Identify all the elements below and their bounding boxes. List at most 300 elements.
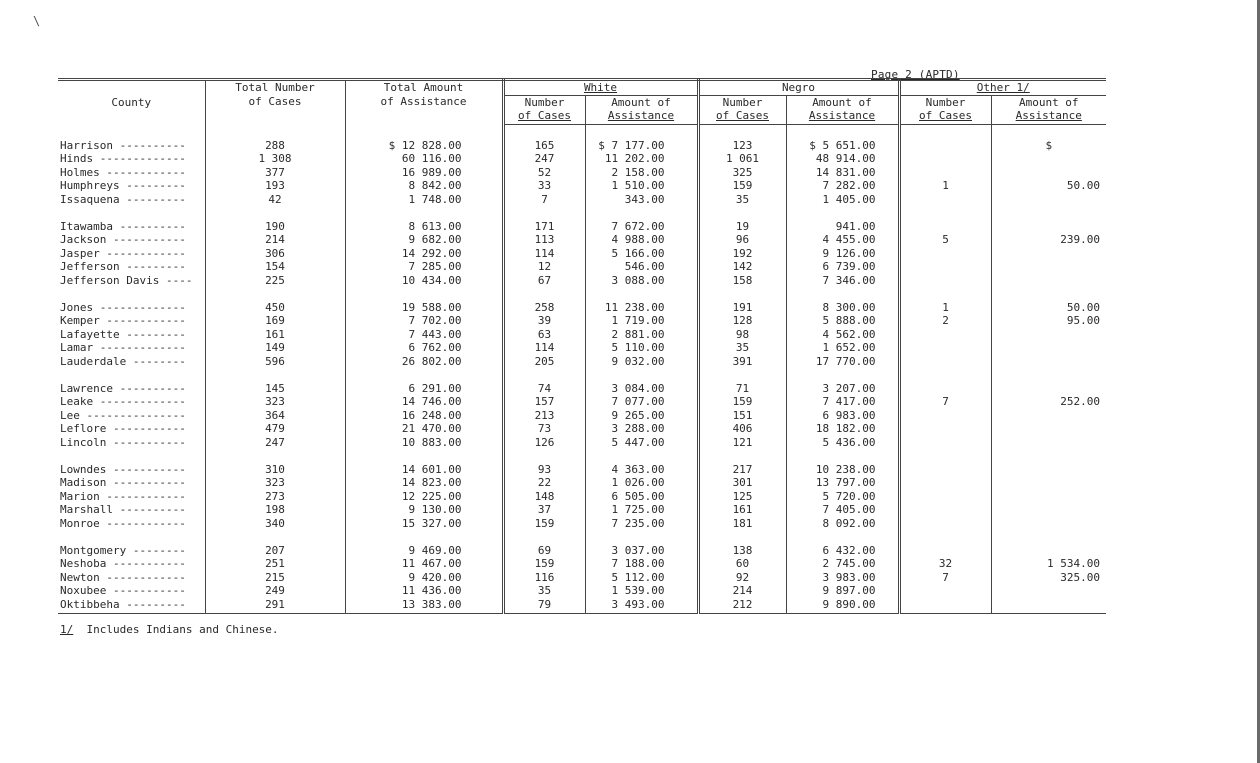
table-body	[58, 124, 1106, 614]
table-row	[58, 544, 1106, 558]
negro-amount: 5 888.00	[786, 314, 899, 328]
other-amount: 325.00	[1060, 570, 1101, 584]
negro-amount: 3 207.00	[786, 382, 899, 396]
county-name: Jefferson ---------	[58, 260, 205, 274]
white-amount: 9 032.00	[585, 355, 698, 369]
county-name: Lowndes -----------	[58, 463, 205, 477]
white-cases: 93	[503, 463, 585, 477]
white-amount: 5 112.00	[585, 571, 698, 585]
other-amount	[991, 328, 1106, 342]
table-row	[58, 274, 1106, 288]
other-cases	[899, 328, 991, 342]
county-name: Issaquena ---------	[58, 193, 205, 207]
white-amount: 4 988.00	[585, 233, 698, 247]
white-cases: 52	[503, 166, 585, 180]
county-name: Lee ---------------	[58, 409, 205, 423]
total-amount: 7 443.00	[345, 328, 503, 342]
total-cases: 377	[205, 166, 345, 180]
other-amount	[991, 355, 1106, 369]
other-amount: 239.00	[1060, 233, 1101, 246]
negro-cases: 151	[698, 409, 786, 423]
other-cases: 2	[899, 314, 991, 328]
table-row	[58, 247, 1106, 261]
negro-amount: 10 238.00	[786, 463, 899, 477]
total-cases: 193	[205, 179, 345, 193]
negro-cases: 181	[698, 517, 786, 531]
white-cases: 126	[503, 436, 585, 450]
county-name: Leflore -----------	[58, 422, 205, 436]
negro-cases: 325	[698, 166, 786, 180]
page-label: Page 2 (APTD)	[871, 68, 960, 81]
other-amount: 252.00	[1060, 395, 1101, 408]
other-amount: 95.00	[1066, 314, 1101, 327]
header-negro-amount: Amount of Assistance	[786, 95, 899, 123]
negro-amount: 14 831.00	[786, 166, 899, 180]
header-negro-number: Number of Cases	[698, 95, 786, 123]
footnote-mark: 1/	[60, 623, 74, 636]
negro-amount: 48 914.00	[786, 152, 899, 166]
negro-cases: 96	[698, 233, 786, 247]
white-amount: 546.00	[585, 260, 698, 274]
white-cases: 113	[503, 233, 585, 247]
white-cases: 114	[503, 247, 585, 261]
total-amount: $ 12 828.00	[345, 139, 503, 153]
total-cases: 225	[205, 274, 345, 288]
negro-cases: 391	[698, 355, 786, 369]
white-amount: 1 026.00	[585, 476, 698, 490]
negro-cases: 60	[698, 557, 786, 571]
other-cases	[899, 260, 991, 274]
negro-cases: 406	[698, 422, 786, 436]
header-total-cases: Total Number of Cases	[205, 80, 345, 125]
other-amount	[991, 544, 1106, 558]
white-cases: 7	[503, 193, 585, 207]
white-cases: 157	[503, 395, 585, 409]
white-cases: 165	[503, 139, 585, 153]
other-cases	[899, 436, 991, 450]
total-amount: 14 823.00	[345, 476, 503, 490]
table-row	[58, 395, 1106, 409]
total-amount: 26 802.00	[345, 355, 503, 369]
total-amount: 6 291.00	[345, 382, 503, 396]
negro-amount: 5 720.00	[786, 490, 899, 504]
table-row	[58, 139, 1106, 153]
county-name: Marshall ----------	[58, 503, 205, 517]
negro-cases: 125	[698, 490, 786, 504]
other-cases: 7	[899, 571, 991, 585]
negro-cases: 92	[698, 571, 786, 585]
table-row	[58, 260, 1106, 274]
other-cases	[899, 490, 991, 504]
total-cases: 273	[205, 490, 345, 504]
table-row	[58, 584, 1106, 598]
other-cases	[899, 584, 991, 598]
other-cases	[899, 341, 991, 355]
negro-cases: 192	[698, 247, 786, 261]
county-name: Lawrence ----------	[58, 382, 205, 396]
county-name: Jones -------------	[58, 301, 205, 315]
total-cases: 190	[205, 220, 345, 234]
county-name: Noxubee -----------	[58, 584, 205, 598]
other-amount	[991, 436, 1106, 450]
negro-cases: 98	[698, 328, 786, 342]
total-amount: 9 420.00	[345, 571, 503, 585]
county-name: Neshoba -----------	[58, 557, 205, 571]
county-name: Leake -------------	[58, 395, 205, 409]
other-cases	[899, 476, 991, 490]
header-other-number: Number of Cases	[899, 95, 991, 123]
white-amount: 11 202.00	[585, 152, 698, 166]
white-cases: 171	[503, 220, 585, 234]
county-name: Jefferson Davis ----	[58, 274, 205, 288]
total-amount: 16 989.00	[345, 166, 503, 180]
negro-amount: 7 282.00	[786, 179, 899, 193]
total-amount: 8 842.00	[345, 179, 503, 193]
other-amount	[991, 463, 1106, 477]
county-name: Montgomery --------	[58, 544, 205, 558]
white-amount: 5 447.00	[585, 436, 698, 450]
total-amount: 7 285.00	[345, 260, 503, 274]
other-cases	[899, 220, 991, 234]
total-amount: 9 682.00	[345, 233, 503, 247]
total-cases: 154	[205, 260, 345, 274]
other-cases	[899, 355, 991, 369]
negro-cases: 71	[698, 382, 786, 396]
table-row	[58, 152, 1106, 166]
other-cases: 32	[899, 557, 991, 571]
table-row	[58, 341, 1106, 355]
white-amount: 3 088.00	[585, 274, 698, 288]
other-amount	[991, 166, 1106, 180]
county-name: Lafayette ---------	[58, 328, 205, 342]
total-cases: 249	[205, 584, 345, 598]
total-cases: 323	[205, 476, 345, 490]
negro-cases: 301	[698, 476, 786, 490]
total-amount: 9 130.00	[345, 503, 503, 517]
white-cases: 35	[503, 584, 585, 598]
other-amount	[991, 260, 1106, 274]
total-amount: 14 746.00	[345, 395, 503, 409]
other-amount	[991, 584, 1106, 598]
total-cases: 291	[205, 598, 345, 614]
table-row	[58, 233, 1106, 247]
other-cases	[899, 409, 991, 423]
other-amount: $	[1045, 138, 1053, 152]
total-cases: 450	[205, 301, 345, 315]
county-name: Madison -----------	[58, 476, 205, 490]
white-amount: 4 363.00	[585, 463, 698, 477]
total-cases: 207	[205, 544, 345, 558]
total-amount: 6 762.00	[345, 341, 503, 355]
total-cases: 161	[205, 328, 345, 342]
other-amount	[991, 490, 1106, 504]
negro-cases: 121	[698, 436, 786, 450]
total-amount: 13 383.00	[345, 598, 503, 614]
table-row	[58, 409, 1106, 423]
negro-cases: 123	[698, 139, 786, 153]
total-amount: 10 434.00	[345, 274, 503, 288]
other-cases	[899, 598, 991, 614]
negro-cases: 142	[698, 260, 786, 274]
negro-cases: 159	[698, 395, 786, 409]
other-amount: 50.00	[1066, 300, 1101, 314]
negro-amount: 1 405.00	[786, 193, 899, 207]
other-amount	[991, 598, 1106, 614]
negro-cases: 159	[698, 179, 786, 193]
white-cases: 37	[503, 503, 585, 517]
county-name: Lincoln -----------	[58, 436, 205, 450]
table-row	[58, 476, 1106, 490]
other-amount	[991, 503, 1106, 517]
white-cases: 116	[503, 571, 585, 585]
negro-amount: 6 432.00	[786, 544, 899, 558]
other-amount	[991, 341, 1106, 355]
other-cases	[899, 544, 991, 558]
negro-amount: 2 745.00	[786, 557, 899, 571]
other-cases	[899, 274, 991, 288]
other-cases	[899, 463, 991, 477]
total-cases: 310	[205, 463, 345, 477]
total-amount: 16 248.00	[345, 409, 503, 423]
table-row	[58, 463, 1106, 477]
total-cases: 42	[205, 193, 345, 207]
county-name: Kemper ------------	[58, 314, 205, 328]
other-cases: 5	[899, 233, 991, 247]
table-row	[58, 503, 1106, 517]
white-cases: 114	[503, 341, 585, 355]
table-row	[58, 179, 1106, 193]
total-amount: 7 702.00	[345, 314, 503, 328]
white-cases: 22	[503, 476, 585, 490]
table-row	[58, 314, 1106, 328]
table-row	[58, 517, 1106, 531]
white-cases: 79	[503, 598, 585, 614]
county-name: Itawamba ----------	[58, 220, 205, 234]
county-name: Humphreys ---------	[58, 179, 205, 193]
table-row	[58, 571, 1106, 585]
other-amount	[991, 409, 1106, 423]
county-name: Jasper ------------	[58, 247, 205, 261]
table-row	[58, 355, 1106, 369]
other-amount	[991, 193, 1106, 207]
county-name: Lamar -------------	[58, 341, 205, 355]
footnote	[60, 623, 279, 636]
negro-amount: 7 346.00	[786, 274, 899, 288]
negro-amount: 5 436.00	[786, 436, 899, 450]
white-cases: 159	[503, 517, 585, 531]
header-white-number: Number of Cases	[503, 95, 585, 123]
total-cases: 247	[205, 436, 345, 450]
negro-amount: 9 890.00	[786, 598, 899, 614]
negro-amount: 9 897.00	[786, 584, 899, 598]
negro-cases: 1 061	[698, 152, 786, 166]
header-total-amount: Total Amount of Assistance	[345, 80, 503, 125]
negro-amount: 1 652.00	[786, 341, 899, 355]
table-row	[58, 422, 1106, 436]
table-row	[58, 220, 1106, 234]
negro-amount: 6 983.00	[786, 409, 899, 423]
total-cases: 306	[205, 247, 345, 261]
white-amount: 11 238.00	[585, 301, 698, 315]
other-cases: 1	[899, 179, 991, 193]
table-row	[58, 166, 1106, 180]
other-amount	[991, 476, 1106, 490]
table-row	[58, 490, 1106, 504]
total-amount: 15 327.00	[345, 517, 503, 531]
white-amount: $ 7 177.00	[585, 139, 698, 153]
white-cases: 213	[503, 409, 585, 423]
negro-cases: 158	[698, 274, 786, 288]
total-cases: 215	[205, 571, 345, 585]
other-cases	[899, 517, 991, 531]
total-amount: 12 225.00	[345, 490, 503, 504]
negro-amount: $ 5 651.00	[786, 139, 899, 153]
white-amount: 1 719.00	[585, 314, 698, 328]
total-amount: 11 436.00	[345, 584, 503, 598]
other-cases	[899, 247, 991, 261]
white-cases: 205	[503, 355, 585, 369]
other-amount	[991, 517, 1106, 531]
table-row	[58, 301, 1106, 315]
other-amount	[991, 152, 1106, 166]
negro-amount: 6 739.00	[786, 260, 899, 274]
white-cases: 258	[503, 301, 585, 315]
other-cases	[899, 139, 991, 153]
other-cases	[899, 422, 991, 436]
total-cases: 340	[205, 517, 345, 531]
other-amount: 1 534.00	[1047, 557, 1101, 570]
other-amount	[991, 274, 1106, 288]
total-cases: 479	[205, 422, 345, 436]
other-cases	[899, 193, 991, 207]
white-cases: 69	[503, 544, 585, 558]
negro-amount: 9 126.00	[786, 247, 899, 261]
white-cases: 63	[503, 328, 585, 342]
county-name: Newton ------------	[58, 571, 205, 585]
white-cases: 12	[503, 260, 585, 274]
negro-cases: 214	[698, 584, 786, 598]
negro-amount: 18 182.00	[786, 422, 899, 436]
other-cases	[899, 503, 991, 517]
total-amount: 9 469.00	[345, 544, 503, 558]
header-white-amount: Amount of Assistance	[585, 95, 698, 123]
other-cases: 7	[899, 395, 991, 409]
negro-cases: 212	[698, 598, 786, 614]
county-name: Holmes ------------	[58, 166, 205, 180]
white-amount: 3 288.00	[585, 422, 698, 436]
other-amount	[991, 382, 1106, 396]
white-amount: 9 265.00	[585, 409, 698, 423]
white-amount: 2 881.00	[585, 328, 698, 342]
white-cases: 247	[503, 152, 585, 166]
white-amount: 343.00	[585, 193, 698, 207]
header-negro: Negro	[698, 80, 899, 96]
other-amount	[991, 220, 1106, 234]
white-amount: 3 493.00	[585, 598, 698, 614]
negro-cases: 161	[698, 503, 786, 517]
other-cases: 1	[899, 301, 991, 315]
white-cases: 33	[503, 179, 585, 193]
negro-amount: 7 417.00	[786, 395, 899, 409]
county-name: Monroe ------------	[58, 517, 205, 531]
total-amount: 19 588.00	[345, 301, 503, 315]
other-cases	[899, 166, 991, 180]
white-amount: 7 235.00	[585, 517, 698, 531]
header-other-amount: Amount of Assistance	[1015, 95, 1082, 122]
negro-amount: 8 092.00	[786, 517, 899, 531]
total-amount: 1 748.00	[345, 193, 503, 207]
total-cases: 1 308	[205, 152, 345, 166]
white-amount: 3 037.00	[585, 544, 698, 558]
county-name: Harrison ----------	[58, 139, 205, 153]
negro-amount: 941.00	[786, 220, 899, 234]
white-amount: 1 725.00	[585, 503, 698, 517]
table-row	[58, 436, 1106, 450]
white-amount: 7 077.00	[585, 395, 698, 409]
total-cases: 323	[205, 395, 345, 409]
total-cases: 169	[205, 314, 345, 328]
total-cases: 596	[205, 355, 345, 369]
assistance-table-container	[58, 78, 1106, 614]
negro-amount: 3 983.00	[786, 571, 899, 585]
negro-cases: 35	[698, 193, 786, 207]
negro-amount: 13 797.00	[786, 476, 899, 490]
white-amount: 7 672.00	[585, 220, 698, 234]
total-cases: 149	[205, 341, 345, 355]
assistance-table	[58, 78, 1106, 614]
total-amount: 14 292.00	[345, 247, 503, 261]
white-amount: 6 505.00	[585, 490, 698, 504]
negro-cases: 138	[698, 544, 786, 558]
total-cases: 251	[205, 557, 345, 571]
other-cases	[899, 152, 991, 166]
negro-cases: 128	[698, 314, 786, 328]
header-white: White	[503, 80, 698, 96]
white-cases: 73	[503, 422, 585, 436]
white-cases: 159	[503, 557, 585, 571]
total-amount: 8 613.00	[345, 220, 503, 234]
negro-amount: 17 770.00	[786, 355, 899, 369]
total-cases: 198	[205, 503, 345, 517]
white-amount: 1 510.00	[585, 179, 698, 193]
county-name: Lauderdale --------	[58, 355, 205, 369]
table-row	[58, 382, 1106, 396]
county-name: Hinds -------------	[58, 152, 205, 166]
negro-amount: 4 562.00	[786, 328, 899, 342]
other-amount: 50.00	[1066, 179, 1101, 192]
total-amount: 10 883.00	[345, 436, 503, 450]
total-cases: 364	[205, 409, 345, 423]
white-cases: 74	[503, 382, 585, 396]
negro-amount: 8 300.00	[786, 301, 899, 315]
total-cases: 214	[205, 233, 345, 247]
other-amount	[991, 422, 1106, 436]
negro-cases: 19	[698, 220, 786, 234]
white-amount: 5 110.00	[585, 341, 698, 355]
white-amount: 5 166.00	[585, 247, 698, 261]
white-amount: 1 539.00	[585, 584, 698, 598]
white-cases: 39	[503, 314, 585, 328]
negro-cases: 35	[698, 341, 786, 355]
total-cases: 145	[205, 382, 345, 396]
total-cases: 288	[205, 139, 345, 153]
total-amount: 11 467.00	[345, 557, 503, 571]
white-cases: 67	[503, 274, 585, 288]
footnote-text: Includes Indians and Chinese.	[86, 623, 279, 636]
negro-cases: 191	[698, 301, 786, 315]
table-row	[58, 193, 1106, 207]
table-row	[58, 598, 1106, 614]
